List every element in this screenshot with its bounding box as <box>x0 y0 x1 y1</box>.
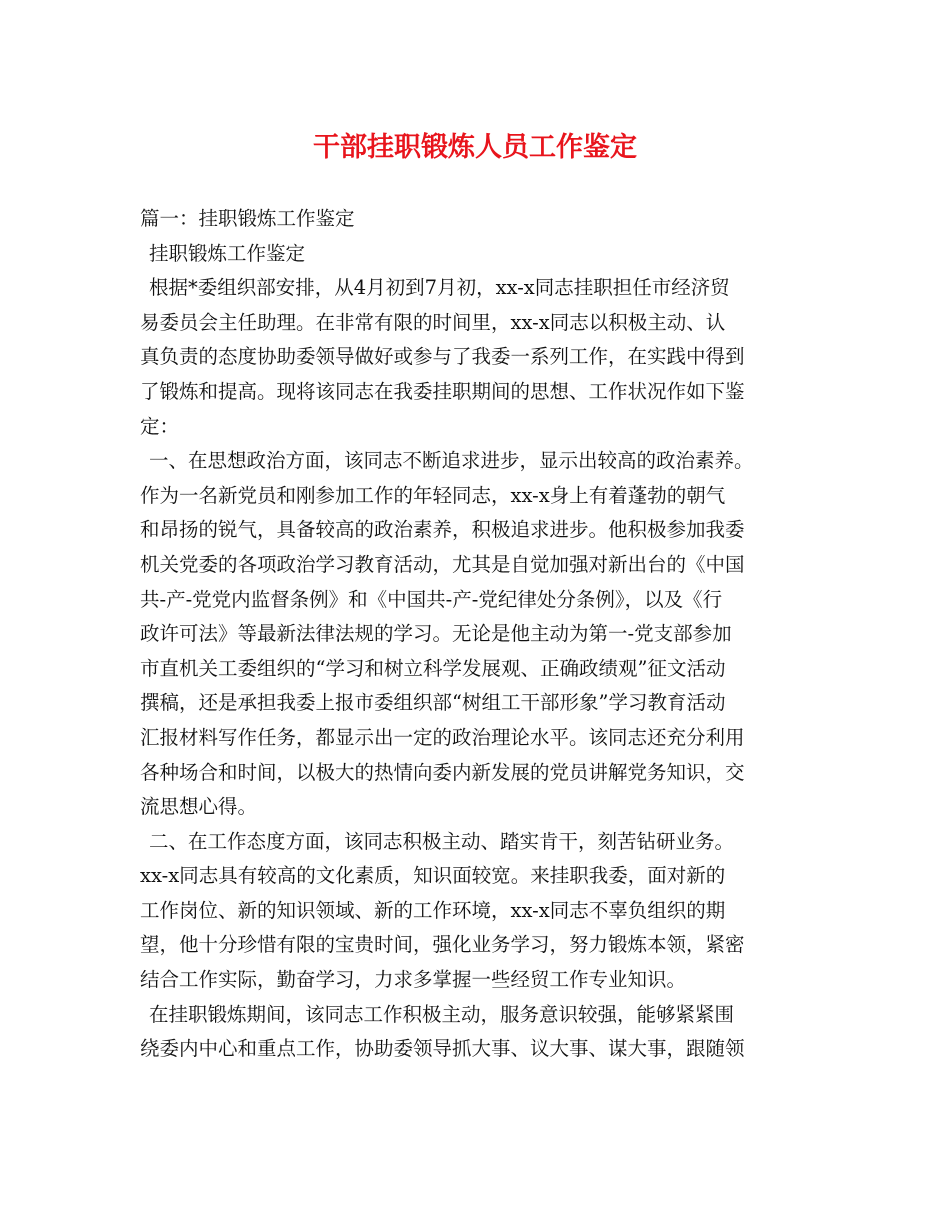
body-line: 共-产-党党内监督条例》和《中国共-产-党纪律处分条例》，以及《行 <box>140 587 723 611</box>
body-line: 真负责的态度协助委领导做好或参与了我委一系列工作，在实践中得到 <box>140 345 745 369</box>
body-line: 绕委内中心和重点工作，协助委领导抓大事、议大事、谋大事，跟随领 <box>140 1037 745 1061</box>
body-line: 了锻炼和提高。现将该同志在我委挂职期间的思想、工作状况作如下鉴 <box>140 379 745 403</box>
body-line: 流思想心得。 <box>140 795 258 819</box>
document-title: 干部挂职锻炼人员工作鉴定 <box>313 132 637 163</box>
body-line: 根据*委组织部安排，从4月初到7月初，xx-x同志挂职担任市经济贸 <box>149 276 730 300</box>
body-line: 一、在思想政治方面，该同志不断追求进步，显示出较高的政治素养。 <box>149 449 754 473</box>
body-line: 篇一：挂职锻炼工作鉴定 <box>140 207 355 230</box>
body-line: 工作岗位、新的知识领域、新的工作环境，xx-x同志不辜负组织的期 <box>140 898 726 922</box>
body-line: 各种场合和时间，以极大的热情向委内新发展的党员讲解党务知识，交 <box>140 760 745 784</box>
body-line: 和昂扬的锐气，具备较高的政治素养，积极追求进步。他积极参加我委 <box>140 518 745 542</box>
body-line: 易委员会主任助理。在非常有限的时间里，xx-x同志以积极主动、认 <box>140 310 726 334</box>
body-line: 定： <box>140 414 180 438</box>
body-line: 汇报材料写作任务，都显示出一定的政治理论水平。该同志还充分利用 <box>140 725 745 749</box>
body-line: 在挂职锻炼期间，该同志工作积极主动，服务意识较强，能够紧紧围 <box>149 1002 735 1026</box>
body-line: 结合工作实际，勤奋学习，力求多掌握一些经贸工作专业知识。 <box>140 968 687 992</box>
body-line: 撰稿，还是承担我委上报市委组织部“树组工干部形象”学习教育活动 <box>140 691 726 715</box>
body-line: 望，他十分珍惜有限的宝贵时间，强化业务学习，努力锻炼本领，紧密 <box>140 933 745 957</box>
body-line: 二、在工作态度方面，该同志积极主动、踏实肯干，刻苦钻研业务。 <box>149 829 735 853</box>
body-line: 机关党委的各项政治学习教育活动，尤其是自觉加强对新出台的《中国 <box>140 552 745 576</box>
body-line: xx-x同志具有较高的文化素质，知识面较宽。来挂职我委，面对新的 <box>140 864 726 888</box>
body-line: 作为一名新党员和刚参加工作的年轻同志，xx-x身上有着蓬勃的朝气 <box>140 483 726 507</box>
body-line: 政许可法》等最新法律法规的学习。无论是他主动为第一-党支部参加 <box>140 622 732 646</box>
body-line: 市直机关工委组织的“学习和树立科学发展观、正确政绩观”征文活动 <box>140 656 726 680</box>
body-line: 挂职锻炼工作鉴定 <box>149 241 306 265</box>
document-body <box>140 202 820 1067</box>
